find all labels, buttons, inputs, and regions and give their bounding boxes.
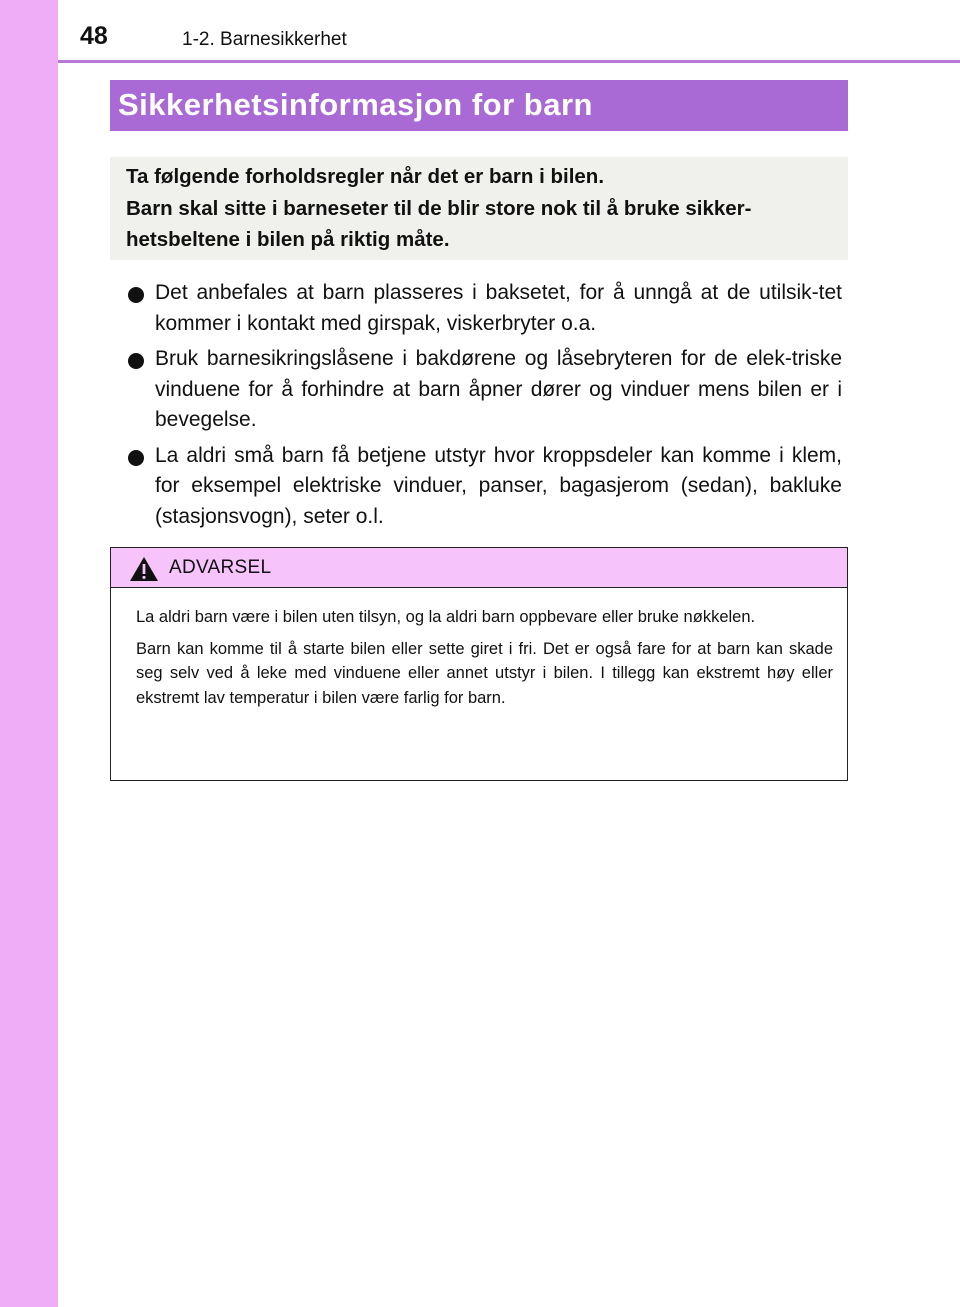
warning-triangle-icon	[129, 556, 159, 582]
bullet-text: Det anbefales at barn plasseres i baksetet, for å unngå at de utilsik-tet kommer i kontakt med girspak, viskerbryter o.a.	[155, 281, 842, 335]
warning-header	[111, 548, 847, 588]
page-number: 48	[80, 22, 108, 50]
header-rule	[58, 60, 960, 63]
bullet-list	[128, 278, 842, 537]
page-title: Sikkerhetsinformasjon for barn	[118, 87, 593, 122]
list-item	[128, 344, 842, 436]
bullet-dot-icon	[128, 353, 144, 369]
warning-body	[111, 588, 847, 710]
warning-paragraph: Barn kan komme til å starte bilen eller sette giret i fri. Det er også fare for at barn kan skade seg selv ved å leke med vinduene eller annet utstyr i bilen. I tillegg kan ekstremt høy eller ekstremt lav temperatur i bilen være farlig for barn.	[136, 639, 833, 707]
bullet-dot-icon	[128, 450, 144, 466]
list-item	[128, 278, 842, 339]
title-bar	[110, 80, 848, 131]
intro-line: hetsbeltene i bilen på riktig måte.	[126, 228, 450, 251]
side-color-band	[0, 0, 58, 1307]
section-label: 1-2. Barnesikkerhet	[182, 29, 347, 50]
intro-box	[110, 157, 848, 260]
list-item	[128, 441, 842, 533]
bullet-dot-icon	[128, 287, 144, 303]
warning-paragraph: La aldri barn være i bilen uten tilsyn, og la aldri barn oppbevare eller bruke nøkkelen.	[136, 608, 756, 626]
warning-box	[110, 547, 848, 781]
intro-line: Ta følgende forholdsregler når det er barn i bilen.	[126, 165, 605, 188]
warning-title: ADVARSEL	[169, 557, 272, 578]
intro-line: Barn skal sitte i barneseter til de blir store nok til å bruke sikker-	[126, 196, 752, 220]
bullet-text: Bruk barnesikringslåsene i bakdørene og låsebryteren for de elek-triske vinduene for å forhindre at barn åpner dører og vinduer mens bilen er i bevegelse.	[155, 347, 842, 431]
bullet-text: La aldri små barn få betjene utstyr hvor kroppsdeler kan komme i klem, for eksempel elektriske vinduer, panser, bagasjerom (sedan), bakluke (stasjonsvogn), seter o.l.	[155, 443, 842, 528]
